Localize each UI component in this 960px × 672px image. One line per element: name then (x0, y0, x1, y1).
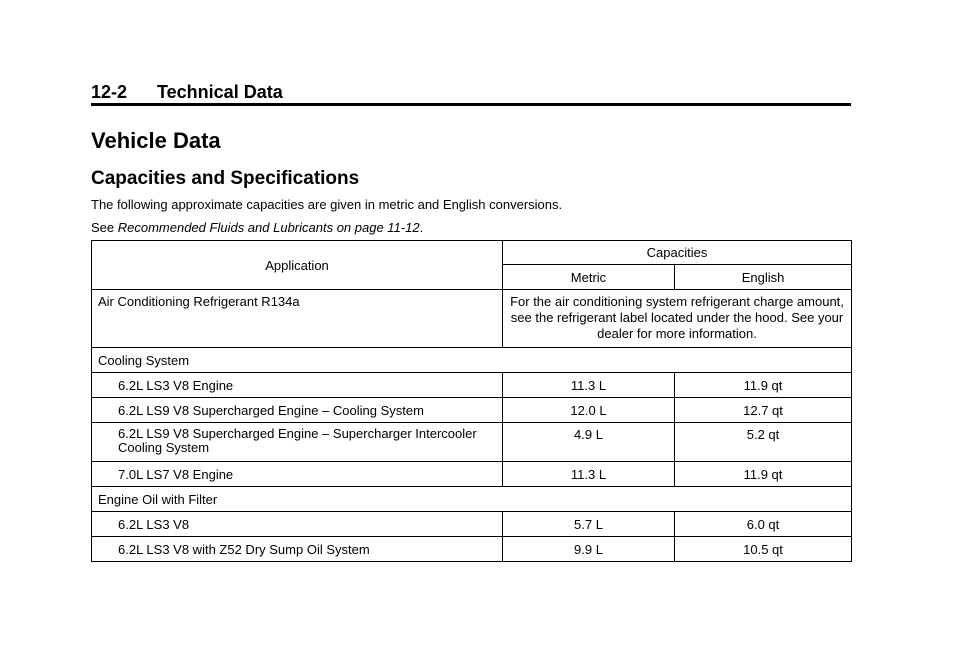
ac-label: Air Conditioning Refrigerant R134a (92, 290, 503, 348)
row-english: 6.0 qt (675, 512, 852, 537)
row-label: 6.2L LS3 V8 Engine (92, 373, 503, 398)
row-english: 10.5 qt (675, 537, 852, 562)
section-heading: Capacities and Specifications (91, 168, 360, 189)
row-metric: 11.3 L (503, 373, 675, 398)
table-row (92, 398, 852, 423)
row-metric: 4.9 L (503, 423, 675, 462)
row-english: 5.2 qt (675, 423, 852, 462)
row-english: 11.9 qt (675, 373, 852, 398)
row-english: 12.7 qt (675, 398, 852, 423)
header-metric: Metric (503, 265, 675, 290)
page-number: 12-2 (91, 82, 128, 102)
table-row (92, 537, 852, 562)
row-label: 6.2L LS3 V8 (92, 512, 503, 537)
table-row (92, 512, 852, 537)
row-english: 11.9 qt (675, 462, 852, 487)
ac-value: For the air conditioning system refrigerant charge amount, see the refrigerant label located under the hood. See your dealer for more information. (503, 290, 852, 348)
row-metric: 9.9 L (503, 537, 675, 562)
cooling-category: Cooling System (92, 348, 852, 373)
table-row (92, 487, 852, 512)
table-row (92, 290, 852, 348)
table-row (92, 462, 852, 487)
row-label: 7.0L LS7 V8 Engine (92, 462, 503, 487)
oil-category: Engine Oil with Filter (92, 487, 852, 512)
row-metric: 11.3 L (503, 462, 675, 487)
see-suffix: . (419, 220, 424, 235)
row-label: 6.2L LS3 V8 with Z52 Dry Sump Oil System (92, 537, 503, 562)
header-english: English (675, 265, 852, 290)
section-title: Technical Data (157, 82, 283, 102)
see-reference-link[interactable]: Recommended Fluids and Lubricants on page 11-12 (117, 220, 420, 235)
page-title: Vehicle Data (91, 128, 221, 153)
table-row (92, 373, 852, 398)
table-row (92, 423, 852, 462)
row-metric: 5.7 L (503, 512, 675, 537)
row-label: 6.2L LS9 V8 Supercharged Engine – Cooling System (92, 398, 503, 423)
header-application: Application (92, 241, 503, 290)
table-row (92, 348, 852, 373)
row-metric: 12.0 L (503, 398, 675, 423)
row-label: 6.2L LS9 V8 Supercharged Engine – Supercharger Intercooler Cooling System (92, 423, 503, 462)
header-capacities: Capacities (503, 241, 852, 265)
intro-text: The following approximate capacities are given in metric and English conversions. (91, 197, 563, 212)
page-header (91, 82, 283, 103)
header-rule (91, 103, 851, 106)
see-reference (91, 220, 423, 235)
see-prefix: See (91, 220, 118, 235)
capacities-table (91, 240, 852, 562)
